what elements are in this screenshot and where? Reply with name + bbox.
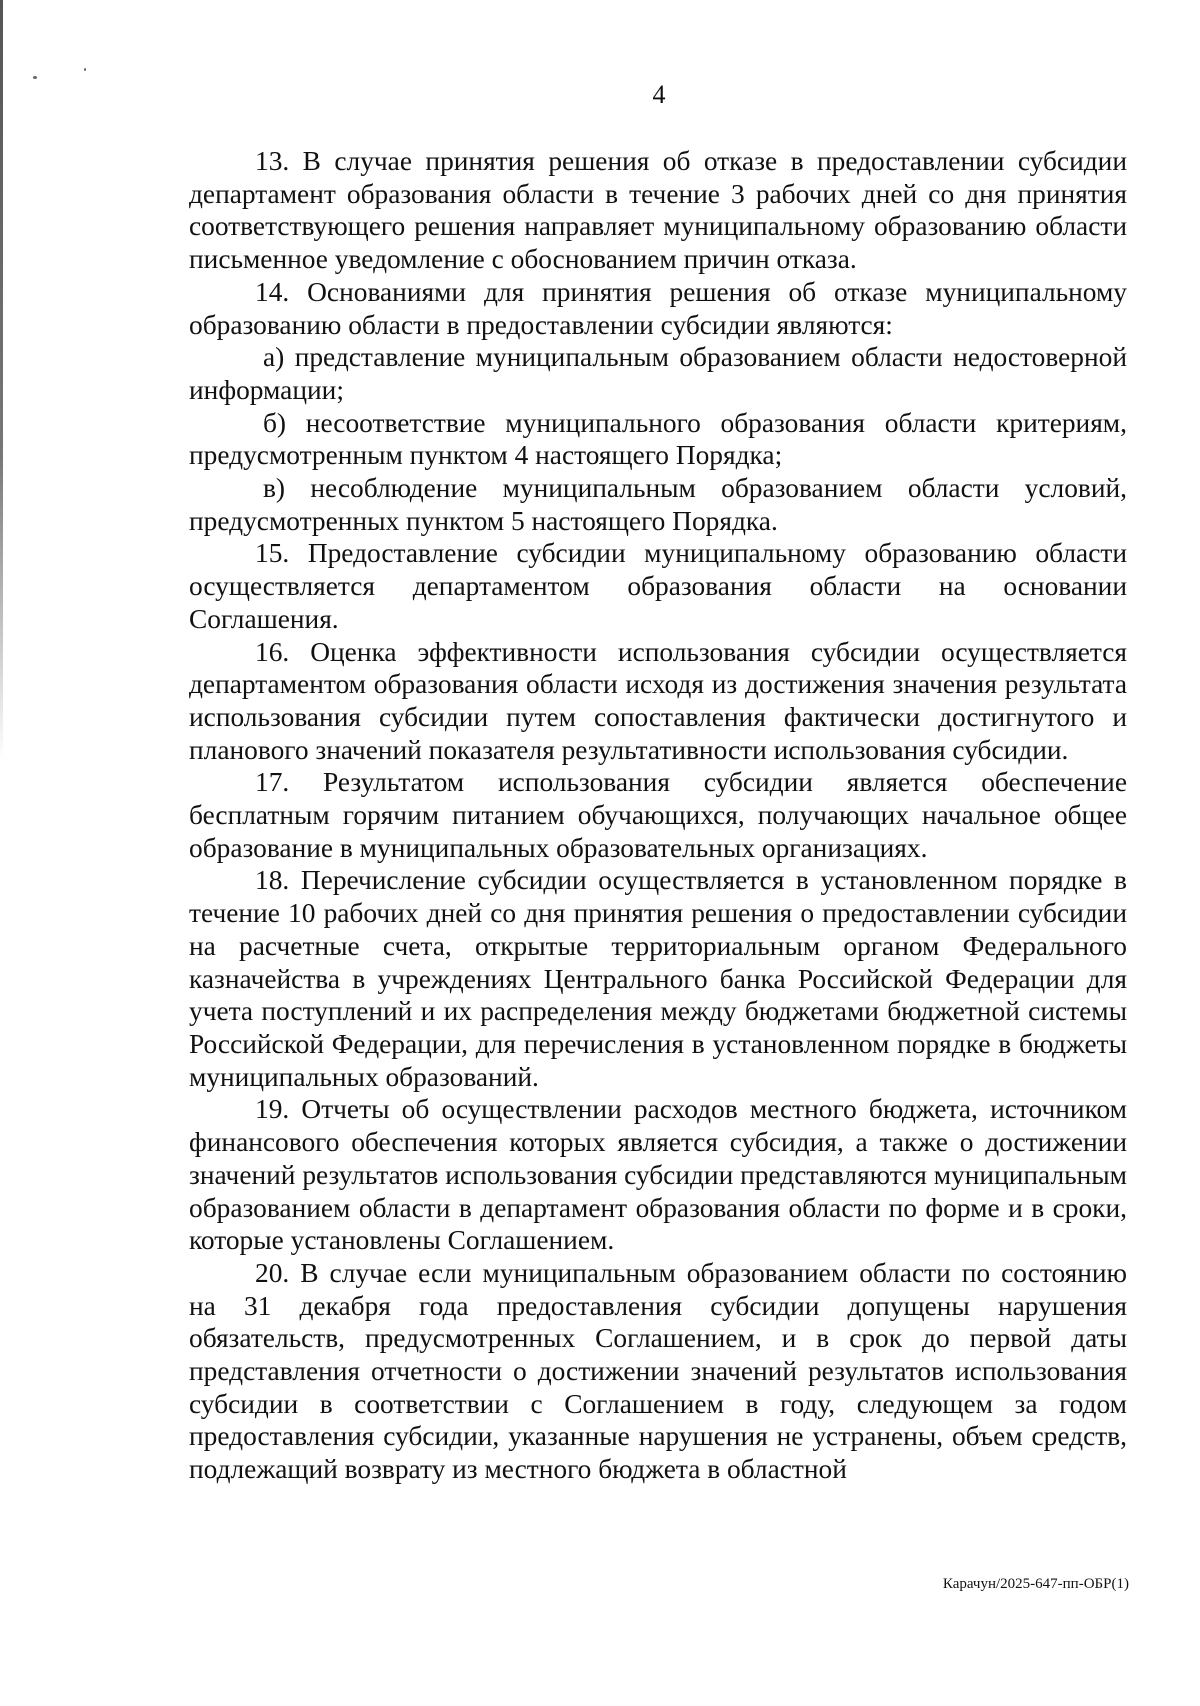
paragraph-18: 18. Перечисление субсидии осуществляется в установленном порядке в течение 10 рабочих дней со дня принятия решения о предоставлении субсидии на расчетные счета, открытые территориальным органом Федерального казначейства в учреждениях Центрального банка Российской Федерации для учета поступлений и их распределения между бюджетами бюджетной системы Российской Федерации, для перечисления в установленном порядке в бюджеты муниципальных образований. bbox=[189, 865, 1127, 1092]
paragraph-15: 15. Предоставление субсидии муниципальному образованию области осуществляется департаментом образования области на основании Соглашения. bbox=[189, 538, 1127, 634]
paragraph-14-item-c: в) несоблюдение муниципальным образованием области условий, предусмотренных пунктом 5 настоящего Порядка. bbox=[189, 473, 1127, 536]
paragraph-14-item-b: б) несоответствие муниципального образования области критериям, предусмотренным пунктом 4 настоящего Порядка; bbox=[189, 407, 1127, 471]
scan-edge-shadow bbox=[0, 0, 3, 760]
paragraph-19: 19. Отчеты об осуществлении расходов местного бюджета, источником финансового обеспечения которых является субсидия, а также о достижении значений результатов использования субсидии представляются муниципальным образованием области в департамент образования области по форме и в сроки, которые установлены Соглашением. bbox=[189, 1094, 1127, 1256]
document-body bbox=[189, 145, 1127, 1486]
paragraph-17: 17. Результатом использования субсидии является обеспечение бесплатным горячим питанием обучающихся, получающих начальное общее образование в муниципальных образовательных организациях. bbox=[189, 767, 1127, 863]
paragraph-20: 20. В случае если муниципальным образованием области по состоянию на 31 декабря года предоставления субсидии допущены нарушения обязательств, предусмотренных Соглашением, и в срок до первой даты представления отчетности о достижении значений результатов использования субсидии в соответствии с Соглашением в году, следующем за годом предоставления субсидии, указанные нарушения не устранены, объем средств, подлежащий возврату из местного бюджета в областной bbox=[189, 1257, 1127, 1485]
paragraph-14-item-a: а) представление муниципальным образованием области недостоверной информации; bbox=[189, 342, 1127, 405]
document-code: Карачун/2025-647-пп-ОБР(1) bbox=[942, 1576, 1129, 1592]
page-number: 4 bbox=[652, 80, 666, 109]
scan-speck bbox=[84, 68, 86, 71]
paragraph-14: 14. Основаниями для принятия решения об отказе муниципальному образованию области в предоставлении субсидии являются: bbox=[189, 276, 1127, 340]
paragraph-13: 13. В случае принятия решения об отказе в предоставлении субсидии департамент образования области в течение 3 рабочих дней со дня принятия соответствующего решения направляет муниципальному образованию области письменное уведомление с обоснованием причин отказа. bbox=[189, 146, 1127, 275]
scan-speck bbox=[33, 76, 37, 79]
paragraph-16: 16. Оценка эффективности использования субсидии осуществляется департаментом образования области исходя из достижения значения результата использования субсидии путем сопоставления фактически достигнутого и планового значений показателя результативности использования субсидии. bbox=[189, 636, 1127, 765]
